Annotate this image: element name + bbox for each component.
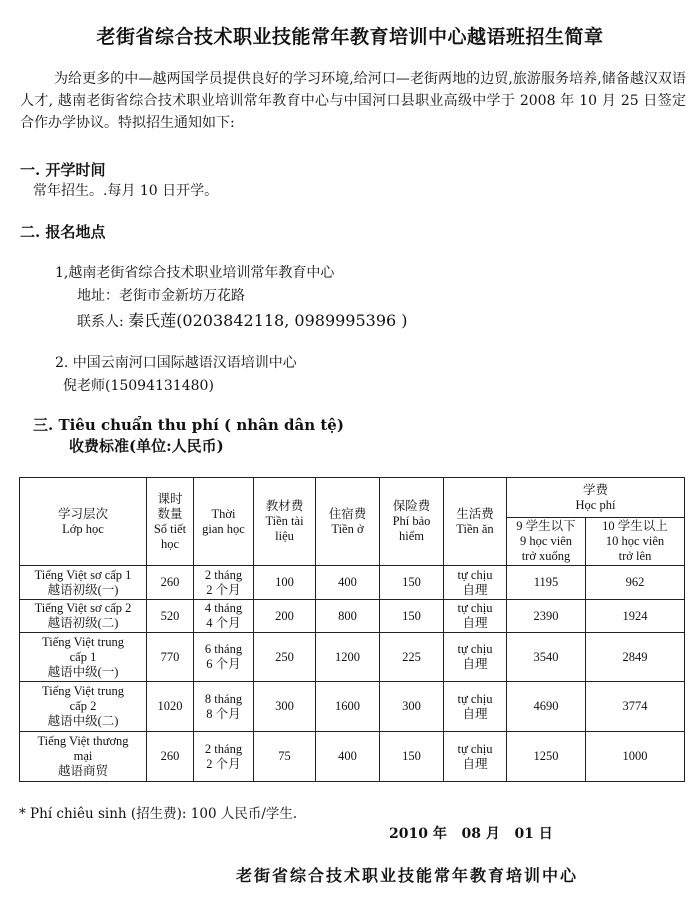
cell-fee-small: 1195 (507, 566, 586, 600)
section-opening-body: 常年招生。.每月 10 日开学。 (33, 183, 219, 199)
location-1-contact (77, 308, 408, 331)
cell-fee-small: 4690 (507, 682, 586, 732)
cell-level: Tiếng Việt sơ cấp 1 越语初级(一) (20, 566, 147, 600)
cell-level: Tiếng Việt trung cấp 1 越语中级(一) (20, 633, 147, 682)
location-2-contact: 倪老师(15094131480) (63, 378, 214, 394)
header-level: 学习层次 Lớp học (20, 478, 147, 566)
cell-lodging: 400 (316, 732, 380, 782)
header-duration: Thời gian học (194, 478, 254, 566)
cell-hours: 260 (147, 732, 194, 782)
cell-living: tự chịu 自理 (444, 682, 507, 732)
cell-duration: 2 tháng 2 个月 (194, 732, 254, 782)
cell-fee-large: 2849 (586, 633, 685, 682)
header-insurance: 保险费 Phí bảo hiểm (380, 478, 444, 566)
intro-paragraph: 为给更多的中—越两国学员提供良好的学习环境,给河口—老街两地的边贸,旅游服务培养,储备越汉双语人才, 越南老街省综合技术职业培训常年教育中心与中国河口县职业高级中学于 2008 年 10 月 25 日签定合作办学协议。特拟招生通知如下: (20, 71, 686, 131)
contact-label: 联系人: (77, 314, 124, 330)
header-lodging: 住宿费 Tiền ở (316, 478, 380, 566)
registration-fee-footnote: * Phí chiêu sinh (招生费): 100 人民币/学生. (19, 806, 298, 822)
cell-fee-large: 3774 (586, 682, 685, 732)
header-materials: 教材费 Tiền tài liệu (254, 478, 316, 566)
section-opening-heading: 一. 开学时间 (20, 161, 106, 179)
cell-hours: 770 (147, 633, 194, 682)
cell-fee-small: 2390 (507, 600, 586, 633)
table-row (20, 682, 685, 732)
cell-materials: 250 (254, 633, 316, 682)
cell-lodging: 400 (316, 566, 380, 600)
table-header-row (20, 478, 685, 518)
cell-living: tự chịu 自理 (444, 566, 507, 600)
cell-duration: 6 tháng 6 个月 (194, 633, 254, 682)
header-living: 生活费 Tiền ăn (444, 478, 507, 566)
cell-level: Tiếng Việt sơ cấp 2 越语初级(二) (20, 600, 147, 633)
location-1-address: 地址：老街市金新坊万花路 (77, 288, 245, 304)
cell-level: Tiếng Việt trung cấp 2 越语中级(二) (20, 682, 147, 732)
section-fees-subheading: 收费标准(单位:人民币) (69, 437, 224, 455)
cell-fee-small: 3540 (507, 633, 586, 682)
location-2-name: 2. 中国云南河口国际越语汉语培训中心 (55, 355, 297, 371)
cell-hours: 260 (147, 566, 194, 600)
section-fees-heading: 三. Tiêu chuẩn thu phí ( nhân dân tệ) (33, 416, 344, 434)
document-date: 2010 年 08 月 01 日 (389, 826, 553, 842)
cell-materials: 200 (254, 600, 316, 633)
table-row (20, 633, 685, 682)
cell-living: tự chịu 自理 (444, 633, 507, 682)
cell-insurance: 150 (380, 566, 444, 600)
cell-fee-large: 962 (586, 566, 685, 600)
table-row (20, 732, 685, 782)
cell-living: tự chịu 自理 (444, 600, 507, 633)
document-title: 老街省综合技术职业技能常年教育培训中心越语班招生简章 (96, 26, 604, 48)
cell-insurance: 150 (380, 600, 444, 633)
location-1-name: 1,越南老街省综合技术职业培训常年教育中心 (55, 265, 335, 281)
cell-insurance: 300 (380, 682, 444, 732)
issuing-organization: 老街省综合技术职业技能常年教育培训中心 (236, 866, 579, 885)
cell-duration: 2 tháng 2 个月 (194, 566, 254, 600)
table-row (20, 600, 685, 633)
table-row (20, 566, 685, 600)
cell-materials: 100 (254, 566, 316, 600)
cell-fee-small: 1250 (507, 732, 586, 782)
cell-lodging: 800 (316, 600, 380, 633)
cell-fee-large: 1924 (586, 600, 685, 633)
cell-insurance: 225 (380, 633, 444, 682)
cell-hours: 1020 (147, 682, 194, 732)
cell-materials: 300 (254, 682, 316, 732)
fee-table (19, 477, 685, 782)
header-tuition-small-class: 9 学生以下 9 học viên trở xuống (507, 518, 586, 566)
contact-phone: (0203842118, 0989995396 ) (176, 311, 408, 330)
cell-fee-large: 1000 (586, 732, 685, 782)
cell-duration: 8 tháng 8 个月 (194, 682, 254, 732)
header-tuition-large-class: 10 学生以上 10 học viên trở lên (586, 518, 685, 566)
cell-insurance: 150 (380, 732, 444, 782)
cell-lodging: 1200 (316, 633, 380, 682)
cell-hours: 520 (147, 600, 194, 633)
section-registration-heading: 二. 报名地点 (20, 223, 106, 241)
cell-living: tự chịu 自理 (444, 732, 507, 782)
header-tuition: 学费 Học phí (507, 478, 685, 518)
cell-duration: 4 tháng 4 个月 (194, 600, 254, 633)
cell-level: Tiếng Việt thương mại 越语商贸 (20, 732, 147, 782)
header-hours: 课时 数量 Số tiết học (147, 478, 194, 566)
contact-name: 秦氏莲 (128, 311, 177, 330)
cell-materials: 75 (254, 732, 316, 782)
cell-lodging: 1600 (316, 682, 380, 732)
